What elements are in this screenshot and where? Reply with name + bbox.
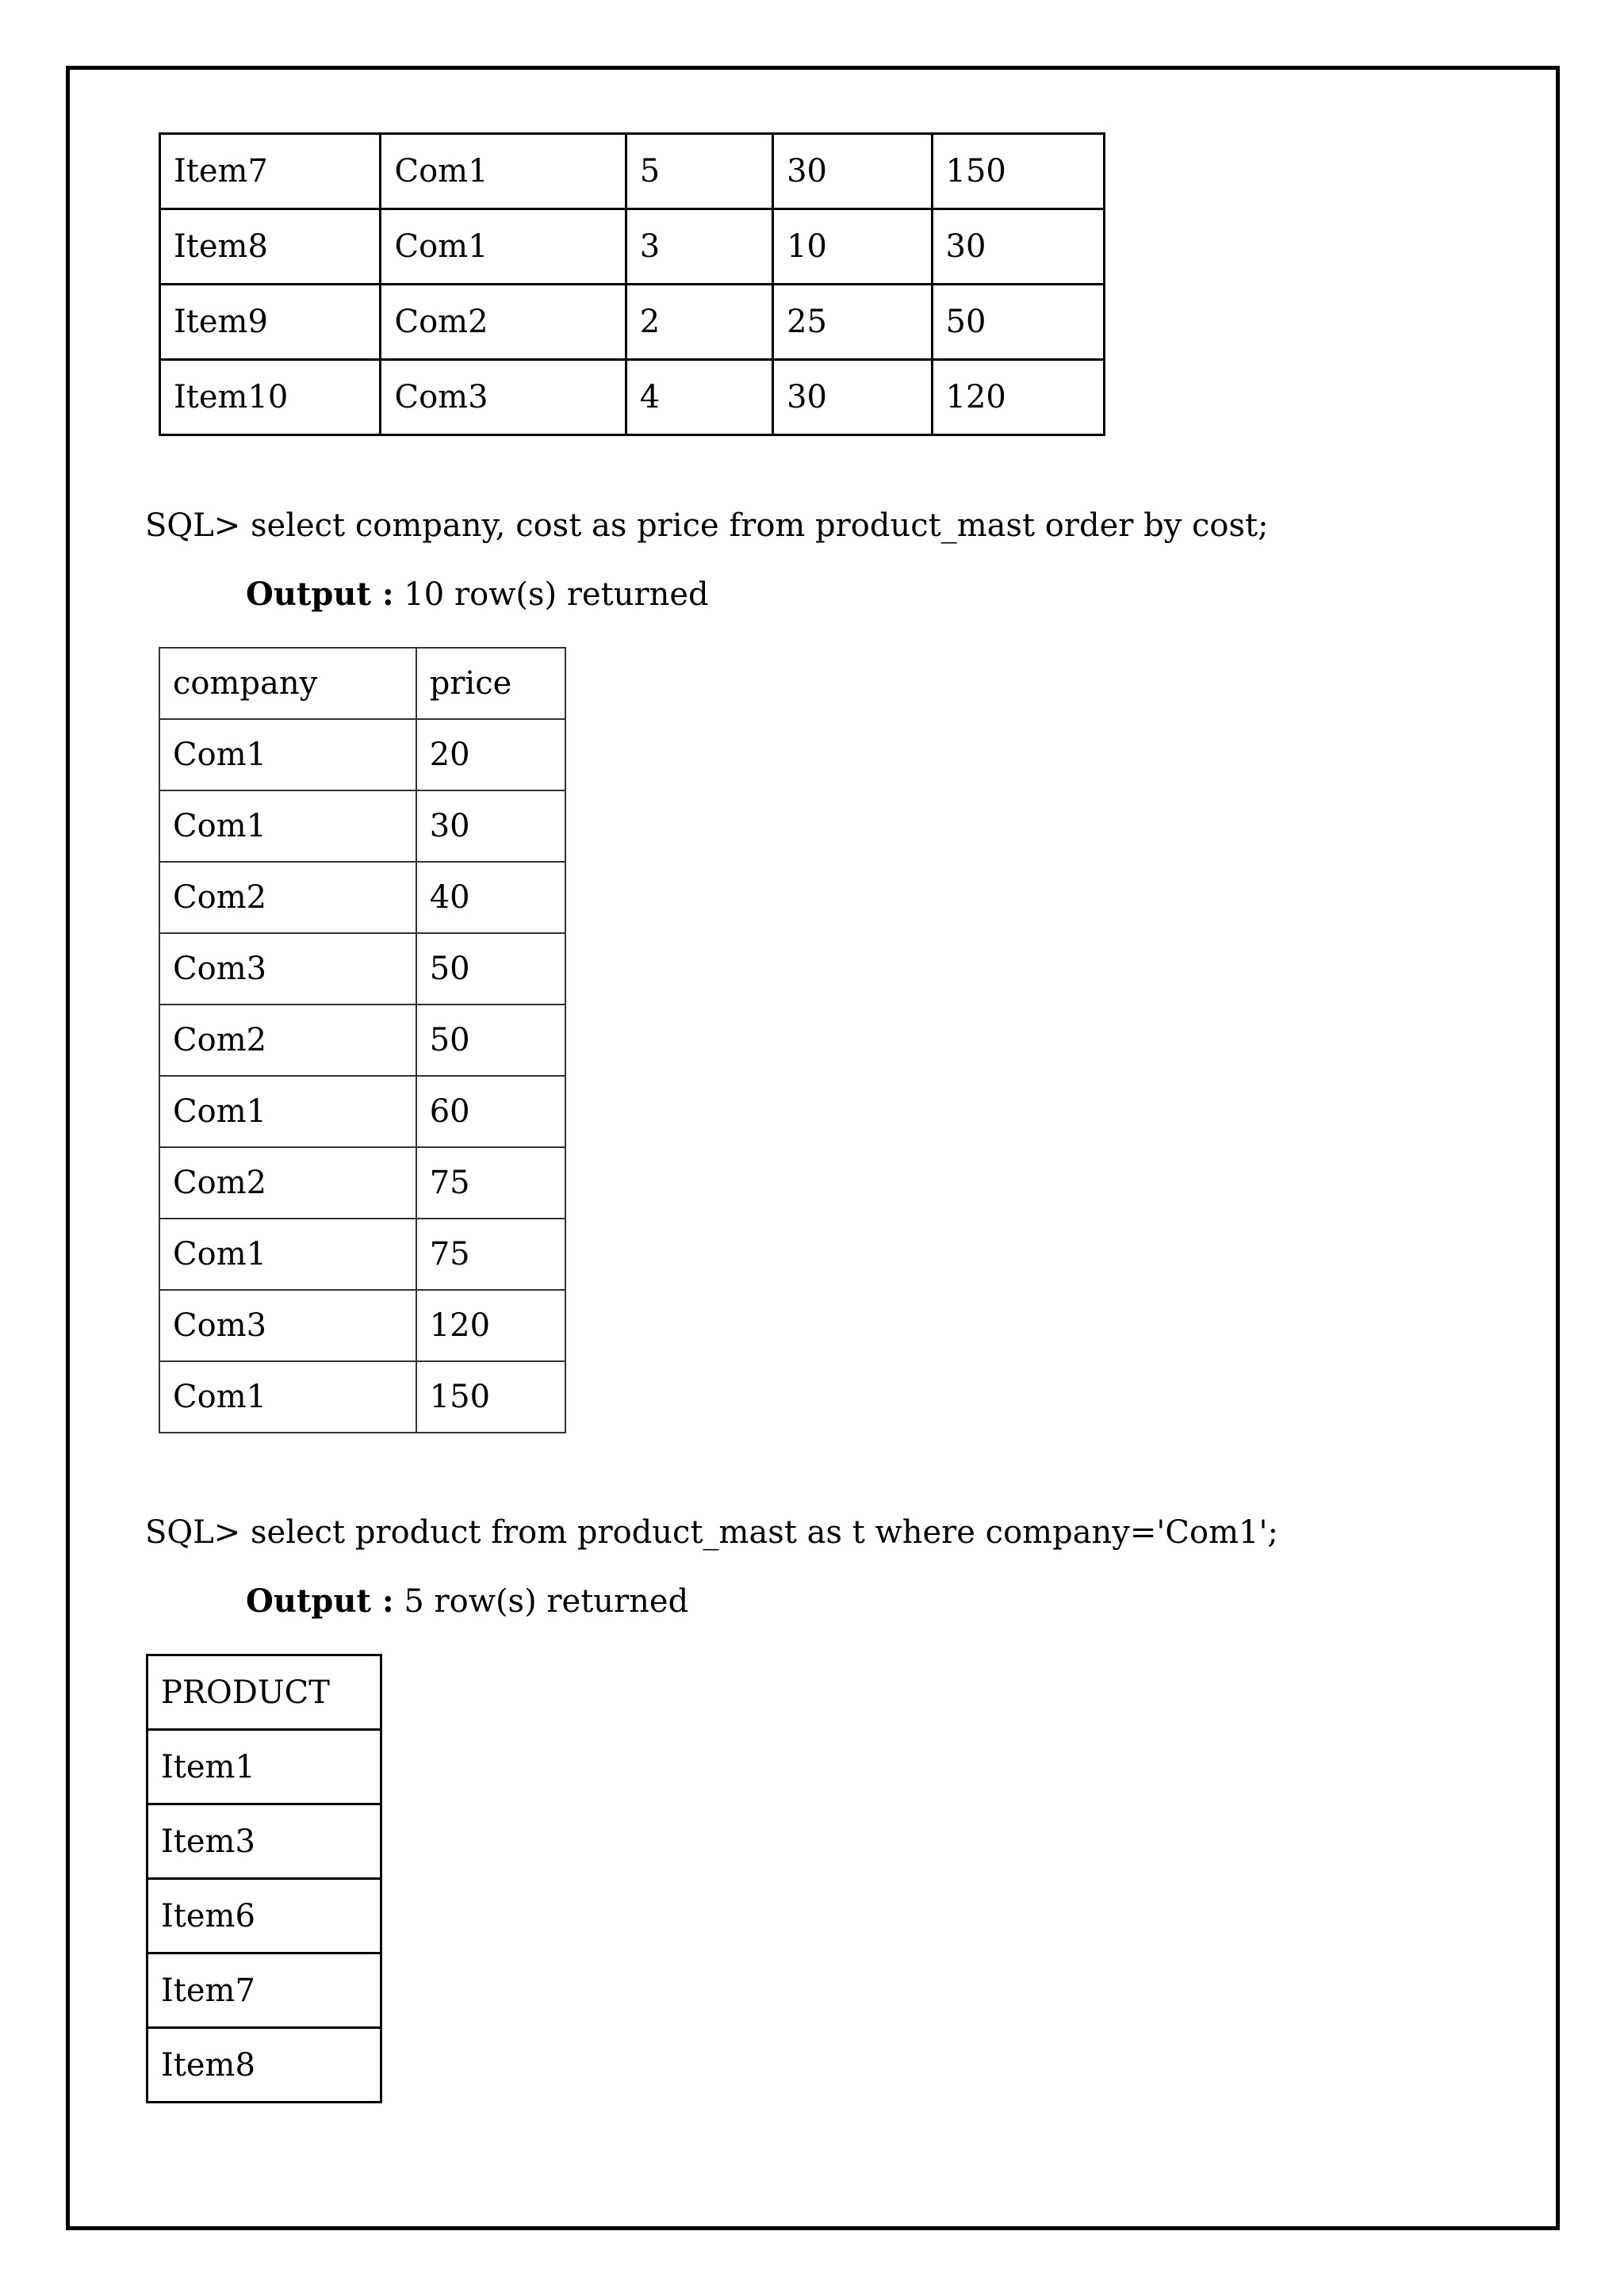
table-cell: Com3: [381, 360, 626, 435]
table-cell: Item1: [147, 1730, 381, 1804]
table-cell: 3: [626, 209, 772, 285]
sql-query-1: SQL> select company, cost as price from product_mast order by cost;: [145, 507, 1269, 544]
table-row: [147, 1954, 381, 2028]
table-cell: Com1: [159, 790, 416, 862]
table-row: [147, 1730, 381, 1804]
table-cell: 60: [416, 1076, 565, 1147]
table-cell: 30: [932, 209, 1104, 285]
table-cell: Item7: [147, 1954, 381, 2028]
table-header-row: [159, 648, 565, 719]
table-cell: Com1: [159, 1219, 416, 1290]
table-row: [160, 360, 1105, 435]
output-line-1: [246, 576, 709, 613]
table-cell: 150: [932, 134, 1104, 209]
table-cell: Com2: [159, 1004, 416, 1076]
table-row: [159, 719, 565, 790]
table-cell: 30: [773, 134, 932, 209]
table-cell: Com2: [381, 285, 626, 360]
table-header-row: [147, 1655, 381, 1730]
table-header-cell: company: [159, 648, 416, 719]
table-cell: 120: [416, 1290, 565, 1361]
table-cell: 75: [416, 1219, 565, 1290]
table-cell: 30: [773, 360, 932, 435]
table-cell: Item10: [160, 360, 381, 435]
table-cell: 20: [416, 719, 565, 790]
table-row: [159, 1147, 565, 1219]
table-row: [147, 1879, 381, 1954]
products-table: [159, 132, 1105, 436]
table-row: [159, 1076, 565, 1147]
table-cell: Com2: [159, 862, 416, 933]
output-label: Output :: [246, 1582, 394, 1620]
table-row: [147, 1804, 381, 1879]
table-row: [160, 134, 1105, 209]
sql-query-2: SQL> select product from product_mast as t where company='Com1';: [145, 1514, 1278, 1551]
table-row: [159, 1219, 565, 1290]
table-row: [160, 209, 1105, 285]
table-cell: 75: [416, 1147, 565, 1219]
output-count-text: 10 row(s) returned: [393, 576, 709, 613]
output-count-text: 5 row(s) returned: [393, 1583, 689, 1620]
table-row: [160, 285, 1105, 360]
table-cell: 120: [932, 360, 1104, 435]
table-cell: 2: [626, 285, 772, 360]
output-label: Output :: [246, 576, 394, 613]
table-cell: 150: [416, 1361, 565, 1433]
table-cell: 50: [416, 933, 565, 1004]
product-table: [146, 1654, 382, 2103]
table-cell: 50: [416, 1004, 565, 1076]
table-cell: 30: [416, 790, 565, 862]
table-cell: Item9: [160, 285, 381, 360]
company-price-table: [159, 647, 566, 1433]
table-cell: Com2: [159, 1147, 416, 1219]
table-cell: 10: [773, 209, 932, 285]
table-cell: Com3: [159, 1290, 416, 1361]
table-cell: Com1: [159, 1076, 416, 1147]
table-header-cell: PRODUCT: [147, 1655, 381, 1730]
table-cell: Item6: [147, 1879, 381, 1954]
table-cell: Com1: [159, 1361, 416, 1433]
table-cell: Com3: [159, 933, 416, 1004]
table-row: [159, 933, 565, 1004]
table-cell: Com1: [381, 209, 626, 285]
table-cell: Item7: [160, 134, 381, 209]
table-row: [159, 790, 565, 862]
table-cell: Com1: [381, 134, 626, 209]
table-cell: Item8: [147, 2028, 381, 2103]
table-row: [159, 1361, 565, 1433]
table-cell: Com1: [159, 719, 416, 790]
table-cell: 40: [416, 862, 565, 933]
table-cell: Item3: [147, 1804, 381, 1879]
output-line-2: [246, 1582, 688, 1620]
table-row: [159, 1290, 565, 1361]
table-cell: 4: [626, 360, 772, 435]
table-header-cell: price: [416, 648, 565, 719]
table-row: [159, 1004, 565, 1076]
table-cell: 50: [932, 285, 1104, 360]
table-cell: 5: [626, 134, 772, 209]
table-row: [147, 2028, 381, 2103]
table-cell: 25: [773, 285, 932, 360]
table-row: [159, 862, 565, 933]
table-cell: Item8: [160, 209, 381, 285]
